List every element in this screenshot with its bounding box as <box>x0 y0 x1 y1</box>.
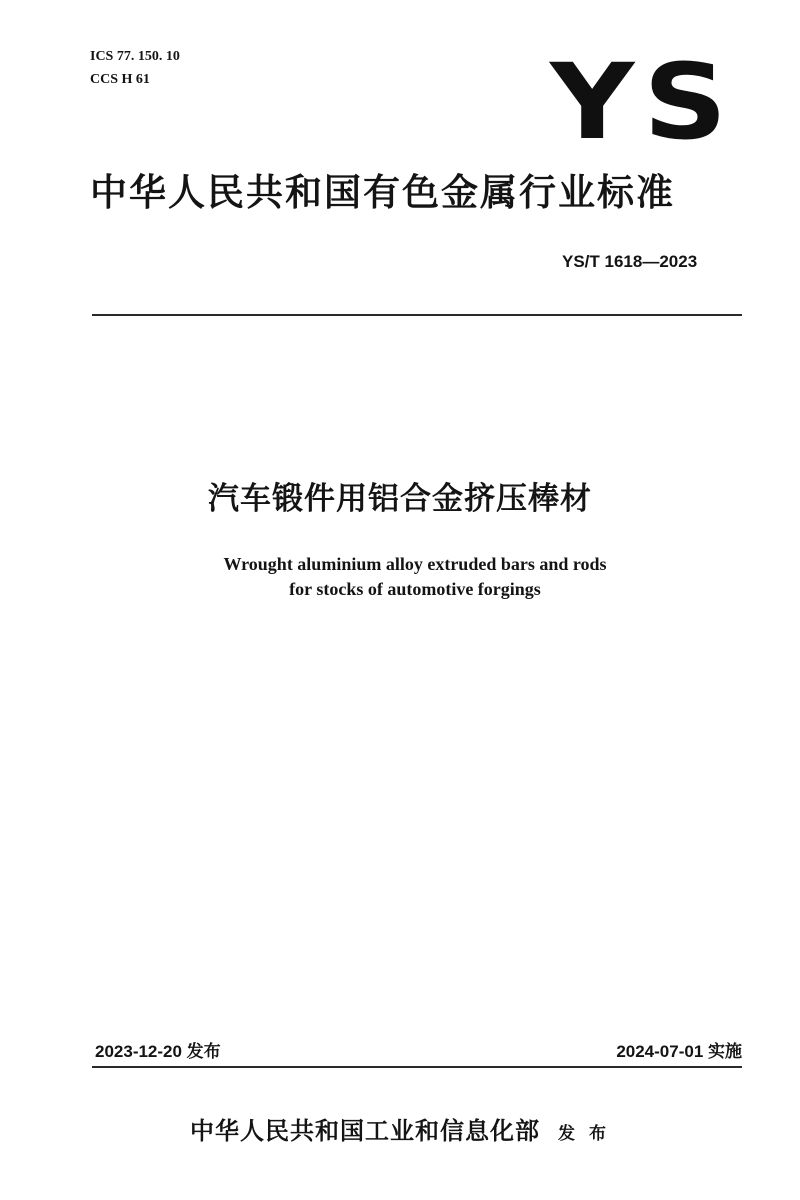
issue-label: 发 布 <box>558 1124 610 1144</box>
ys-logo: YS <box>550 41 737 163</box>
standard-number: YS/T 1618—2023 <box>562 252 698 271</box>
classification-codes <box>90 45 180 91</box>
footer-divider <box>92 1066 742 1068</box>
english-title <box>0 552 800 602</box>
issuing-authority: 中华人民共和国工业和信息化部 <box>190 1117 541 1145</box>
industry-standard-title: 中华人民共和国有色金属行业标准 <box>90 171 675 214</box>
chinese-title: 汽车锻件用铝合金挤压棒材 <box>208 481 592 517</box>
ccs-code: CCS H 61 <box>90 72 150 87</box>
ics-code: ICS 77. 150. 10 <box>90 49 180 64</box>
issuer-row <box>0 1114 800 1151</box>
implementation-date: 2024-07-01 实施 <box>616 1042 742 1061</box>
header-divider <box>92 314 742 316</box>
issue-date: 2023-12-20 发布 <box>95 1042 221 1061</box>
english-title-line-2: for stocks of automotive forgings <box>289 579 541 599</box>
english-title-line-1: Wrought aluminium alloy extruded bars and rods <box>223 554 607 574</box>
